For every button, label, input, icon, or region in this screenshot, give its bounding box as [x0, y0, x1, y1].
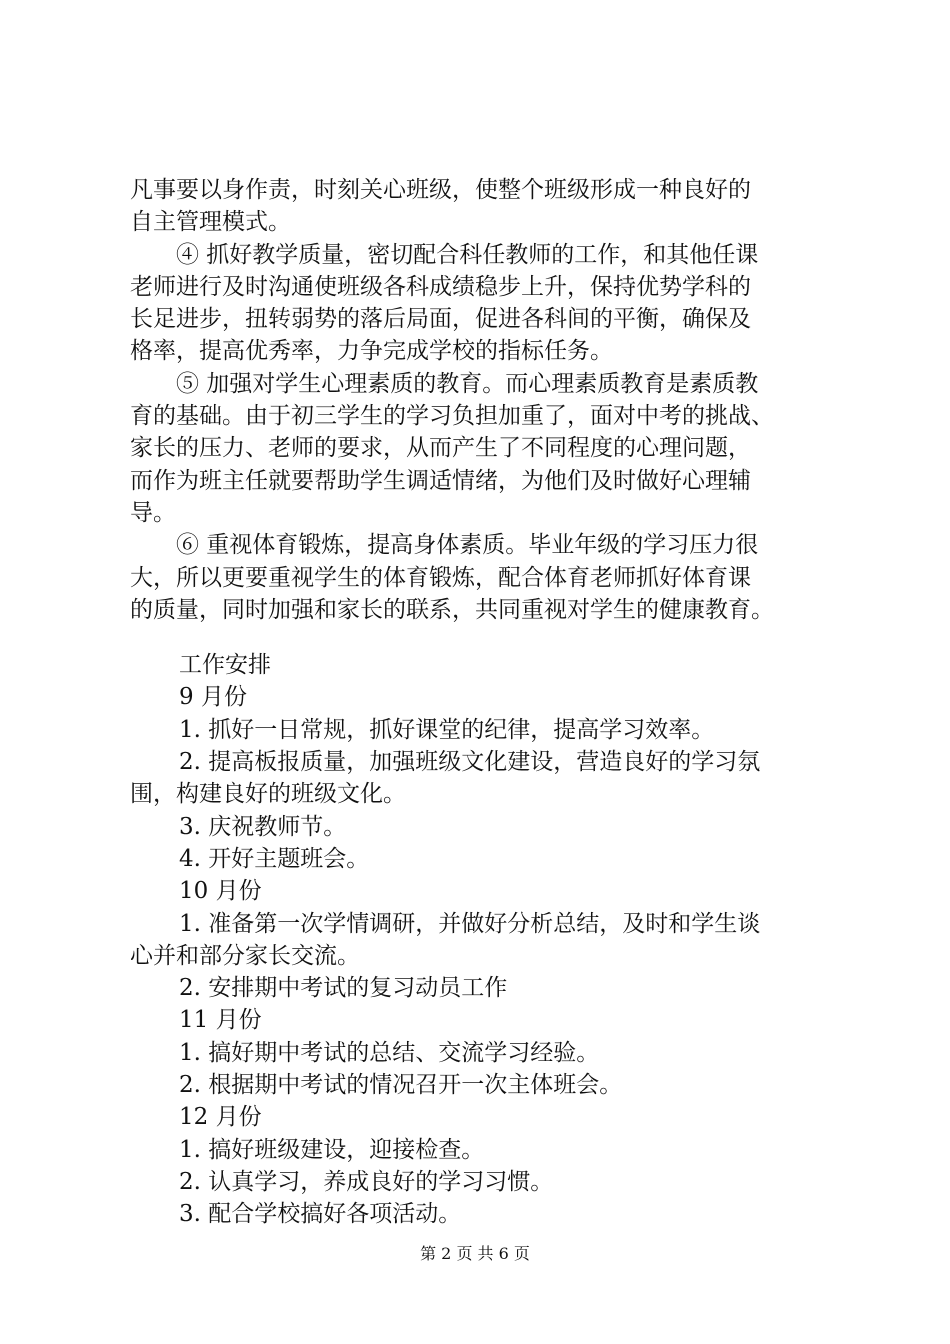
month-heading: 12 月份: [179, 1104, 262, 1131]
text-line: 凡事要以身作责，时刻关心班级，使整个班级形成一种良好的: [130, 177, 751, 203]
list-item: 3. 配合学校搞好各项活动。: [179, 1201, 462, 1228]
list-item: 1. 抓好一日常规，抓好课堂的纪律，提高学习效率。: [179, 716, 715, 743]
month-december: [130, 1101, 840, 1230]
list-item: 3. 庆祝教师节。: [179, 813, 347, 840]
text-line: 格率，提高优秀率，力争完成学校的指标任务。: [130, 338, 613, 365]
text-line: ④ 抓好教学质量，密切配合科任教师的工作，和其他任课: [176, 241, 759, 268]
text-line: ⑤ 加强对学生心理素质的教育。而心理素质教育是素质教: [176, 370, 759, 397]
paragraph-teaching-quality: [130, 239, 840, 368]
list-item: 2. 认真学习，养成良好的学习习惯。: [179, 1168, 554, 1195]
text-line: 大，所以更要重视学生的体育锻炼，配合体育老师抓好体育课: [130, 564, 751, 591]
text-line: 家长的压力、老师的要求，从而产生了不同程度的心理问题，: [130, 435, 751, 462]
schedule-section: [130, 649, 840, 1230]
paragraph-gap: [130, 626, 840, 649]
list-item: 1. 搞好班级建设，迎接检查。: [179, 1136, 485, 1163]
month-heading: 10 月份: [179, 878, 262, 905]
list-item-continuation: 围，构建良好的班级文化。: [130, 781, 406, 808]
list-item: 2. 根据期中考试的情况召开一次主体班会。: [179, 1072, 623, 1099]
text-line: ⑥ 重视体育锻炼，提高身体素质。毕业年级的学习压力很: [176, 532, 759, 559]
page-indicator: 第 2 页 共 6 页: [420, 1244, 530, 1263]
text-line: 老师进行及时沟通使班级各科成绩稳步上升，保持优势学科的: [130, 273, 751, 300]
paragraph-physical-exercise: [130, 529, 840, 626]
month-heading: 11 月份: [179, 1007, 262, 1034]
month-september: [130, 681, 840, 875]
section-heading: 工作安排: [179, 652, 271, 679]
text-line: 导。: [130, 499, 176, 526]
list-item: 2. 提高板报质量，加强班级文化建设，营造良好的学习氛: [179, 749, 761, 776]
month-heading: 9 月份: [179, 684, 247, 711]
paragraph-psychological-education: [130, 368, 840, 529]
document-body: [130, 174, 840, 1231]
text-line: 的质量，同时加强和家长的联系，共同重视对学生的健康教育。: [130, 596, 774, 623]
text-line: 自主管理模式。: [130, 209, 291, 236]
paragraph-class-management: [130, 174, 840, 239]
month-october: [130, 875, 840, 1004]
list-item: 2. 安排期中考试的复习动员工作: [179, 975, 508, 1002]
month-november: [130, 1004, 840, 1101]
list-item-continuation: 心并和部分家长交流。: [130, 942, 360, 969]
list-item: 1. 搞好期中考试的总结、交流学习经验。: [179, 1039, 600, 1066]
list-item: 1. 准备第一次学情调研，并做好分析总结，及时和学生谈: [179, 910, 761, 937]
text-line: 长足进步，扭转弱势的落后局面，促进各科间的平衡，确保及: [130, 306, 751, 333]
text-line: 育的基础。由于初三学生的学习负担加重了，面对中考的挑战、: [130, 403, 774, 430]
text-line: 而作为班主任就要帮助学生调适情绪，为他们及时做好心理辅: [130, 467, 751, 494]
list-item: 4. 开好主题班会。: [179, 845, 370, 872]
